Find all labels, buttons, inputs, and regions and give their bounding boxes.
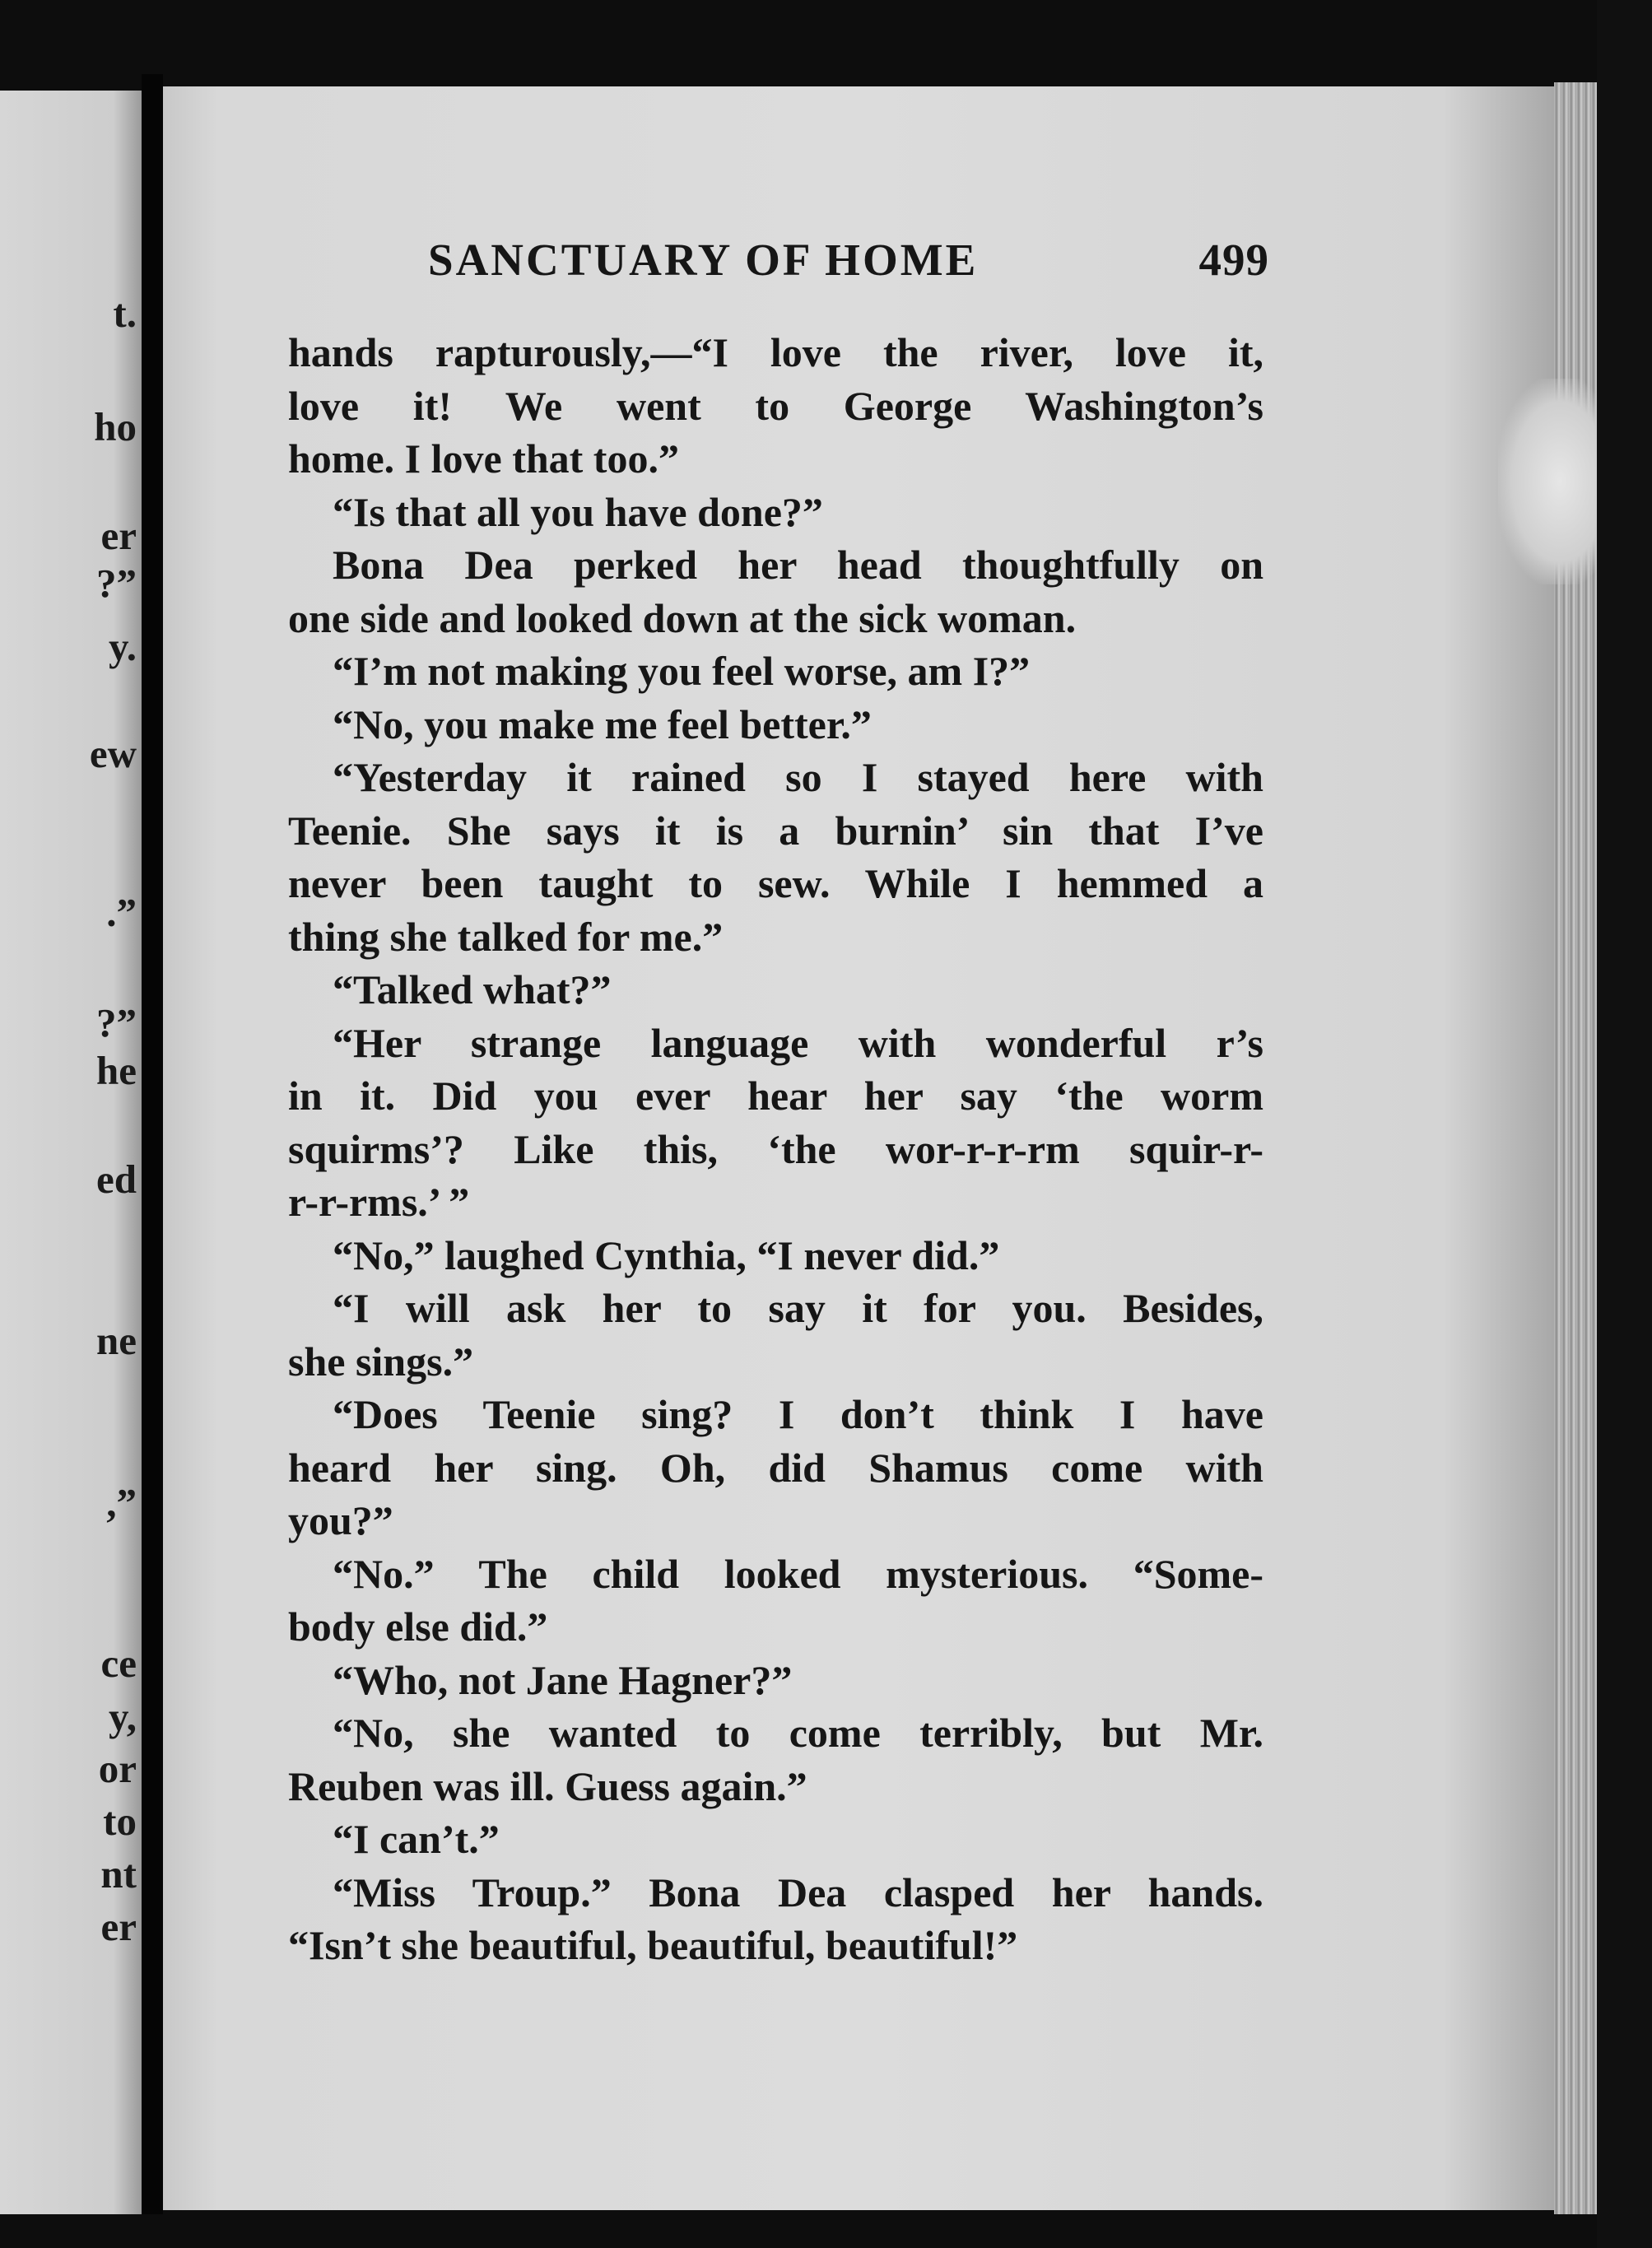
text-line: “Is that all you have done?” <box>333 488 823 535</box>
left-page-text-fragment: y. <box>108 624 137 669</box>
text-line: Reuben was ill. Guess again.” <box>288 1762 807 1809</box>
left-page-text-fragment: ce <box>100 1641 137 1686</box>
left-facing-page <box>0 91 142 2214</box>
book-gutter <box>142 74 163 2214</box>
text-line: heard her sing. Oh, did Shamus come with <box>288 1444 1263 1491</box>
left-page-text-fragment: he <box>96 1048 137 1093</box>
text-line: in it. Did you ever hear her say ‘the worm <box>288 1073 1263 1119</box>
left-page-text-fragment: to <box>103 1799 137 1844</box>
text-line: “No, you make me feel better.” <box>333 700 872 747</box>
left-page-text-fragment: or <box>98 1746 137 1791</box>
left-page-text-fragment: ho <box>94 404 137 449</box>
left-page-text-fragment: ne <box>96 1318 137 1363</box>
text-line: “Her strange language with wonderful r’s <box>333 1019 1263 1066</box>
text-line: “I can’t.” <box>333 1816 500 1862</box>
left-page-text-fragment: .” <box>106 890 137 935</box>
text-line: “Does Teenie sing? I don’t think I have <box>333 1391 1263 1437</box>
left-page-text-fragment: ,” <box>106 1480 137 1525</box>
text-line: never been taught to sew. While I hemmed a <box>288 860 1263 906</box>
text-line: “No, she wanted to come terribly, but Mr. <box>333 1710 1263 1756</box>
running-head-title: SANCTUARY OF HOME <box>428 235 979 285</box>
text-line: home. I love that too.” <box>288 435 679 482</box>
page-number: 499 <box>1198 235 1269 285</box>
text-line: thing she talked for me.” <box>288 913 724 960</box>
text-line: “Talked what?” <box>333 966 612 1012</box>
text-line: r-r-rms.’ ” <box>288 1179 470 1225</box>
left-page-text-fragment: nt <box>100 1851 137 1897</box>
text-line: Teenie. She says it is a burnin’ sin that I’ve <box>288 807 1263 854</box>
text-line: Bona Dea perked her head thoughtfully on <box>333 542 1263 588</box>
left-page-text-fragment: ?” <box>96 1000 137 1045</box>
left-page-text-fragment: ?” <box>96 561 137 606</box>
text-line: one side and looked down at the sick woman. <box>288 594 1077 641</box>
left-page-text-fragment: er <box>100 1904 137 1949</box>
running-head <box>428 234 1269 291</box>
text-line: “I will ask her to say it for you. Besides, <box>333 1285 1263 1331</box>
left-page-text-fragment: ed <box>96 1157 137 1202</box>
text-line: hands rapturously,—“I love the river, love it, <box>288 329 1263 375</box>
text-line: “I’m not making you feel worse, am I?” <box>333 648 1031 694</box>
left-page-text-fragment: t. <box>113 291 137 336</box>
text-line: love it! We went to George Washington’s <box>288 382 1263 429</box>
text-line: “Miss Troup.” Bona Dea clasped her hands. <box>333 1869 1263 1915</box>
text-line: she sings.” <box>288 1338 474 1385</box>
text-line: body else did.” <box>288 1603 548 1650</box>
scan-background <box>1597 0 1652 2248</box>
left-page-text-fragment: ew <box>89 731 137 776</box>
text-line: you?” <box>288 1497 393 1543</box>
text-line: “Yesterday it rained so I stayed here with <box>333 754 1263 800</box>
left-page-text-fragment: er <box>100 513 137 558</box>
text-line: “Who, not Jane Hagner?” <box>333 1656 793 1703</box>
text-line: “Isn’t she beautiful, beautiful, beautiful!” <box>288 1922 1018 1968</box>
left-page-text-fragment: y, <box>108 1694 137 1739</box>
text-line: “No.” The child looked mysterious. “Some- <box>333 1550 1263 1597</box>
text-line: squirms’? Like this, ‘the wor-r-r-rm squir-r- <box>288 1125 1263 1172</box>
text-line: “No,” laughed Cynthia, “I never did.” <box>333 1231 1000 1278</box>
body-text <box>288 326 1263 1972</box>
